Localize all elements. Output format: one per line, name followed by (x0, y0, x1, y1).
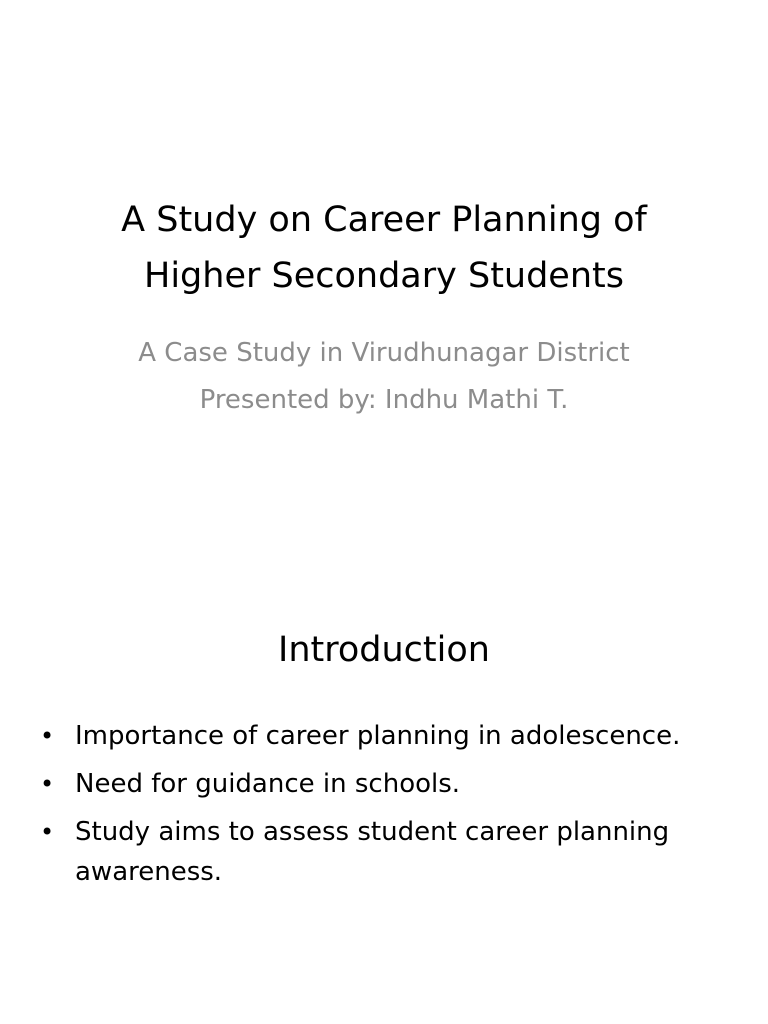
bullet-item (38, 764, 718, 804)
title-line: Higher Secondary Students (144, 256, 624, 296)
presentation-title (60, 192, 708, 304)
bullet-item (38, 716, 718, 756)
slide-title: Introduction (278, 630, 490, 670)
presentation-subtitle (60, 330, 708, 424)
bullet-text: Study aims to assess student career planning awareness. (75, 817, 670, 887)
bullet-list (38, 716, 718, 900)
bullet-text: Importance of career planning in adolescence. (75, 721, 681, 751)
introduction-slide (0, 512, 768, 1024)
title-line: A Study on Career Planning of (121, 200, 647, 240)
subtitle-line: Presented by: Indhu Mathi T. (199, 385, 569, 415)
bullet-marker: • (40, 818, 55, 846)
bullet-marker: • (40, 770, 55, 798)
bullet-text: Need for guidance in schools. (75, 769, 461, 799)
subtitle-line: A Case Study in Virudhunagar District (138, 338, 630, 368)
bullet-item (38, 812, 718, 892)
bullet-marker: • (40, 722, 55, 750)
